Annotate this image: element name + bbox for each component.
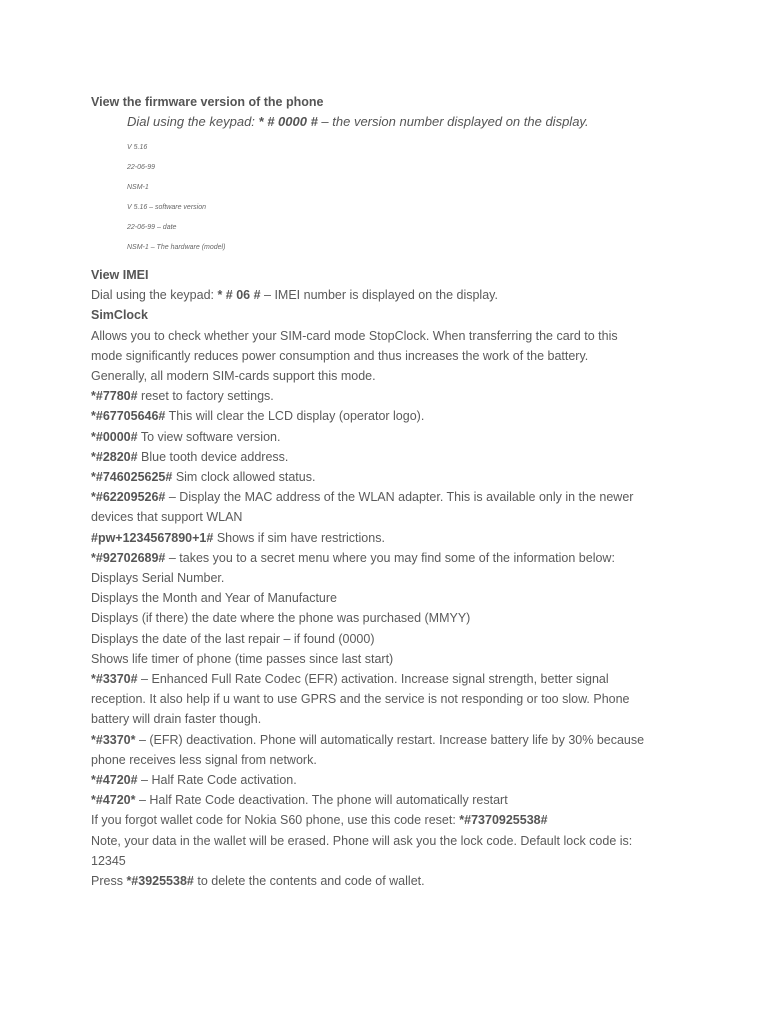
efr-deactivation-description: – (EFR) deactivation. Phone will automatically restart. Increase battery life by 30% because xyxy=(135,732,645,747)
main-body xyxy=(91,265,691,891)
half-rate-activation-description: – Half Rate Code activation. xyxy=(137,773,297,788)
code-entry xyxy=(91,447,691,467)
firmware-line: V 5.16 – software version xyxy=(127,204,206,211)
wallet-reset-prefix: If you forgot wallet code for Nokia S60 phone, use this code reset: xyxy=(91,813,460,828)
half-rate-deactivation-code: *#4720* xyxy=(91,793,136,808)
efr-activation-code: *#3370# xyxy=(91,672,138,687)
simclock-desc-line: Allows you to check whether your SIM-card mode StopClock. When transferring the card to this xyxy=(91,328,618,343)
firmware-block xyxy=(91,111,691,253)
secret-menu-entry xyxy=(91,548,691,568)
imei-heading: View IMEI xyxy=(91,268,149,282)
wlan-code: *#62209526# xyxy=(91,490,166,505)
half-rate-deactivation-description: – Half Rate Code deactivation. The phone will automatically restart xyxy=(135,793,508,808)
code-value: *#746025625# xyxy=(91,470,173,485)
wlan-description: – Display the MAC address of the WLAN adapter. This is available only in the newer xyxy=(165,490,634,505)
secret-menu-code: *#92702689# xyxy=(91,550,166,565)
efr-activation-description-cont: reception. It also help if u want to use GPRS and the service is not responding or too slow. Phone xyxy=(91,692,630,707)
code-description: Blue tooth device address. xyxy=(137,449,289,464)
efr-activation-description: – Enhanced Full Rate Codec (EFR) activation. Increase signal strength, better signal xyxy=(137,672,609,687)
imei-dial-prefix: Dial using the keypad: xyxy=(91,288,218,303)
secret-menu-item: Displays the date of the last repair – if found (0000) xyxy=(91,631,375,646)
firmware-line: 22-06-99 – date xyxy=(127,224,177,231)
pw-description: Shows if sim have restrictions. xyxy=(213,530,385,545)
firmware-dial-code: * # 0000 # xyxy=(258,114,318,129)
firmware-dial-instruction xyxy=(127,111,691,133)
wallet-delete-prefix: Press xyxy=(91,874,127,889)
code-description: This will clear the LCD display (operator logo). xyxy=(165,409,425,424)
code-entry xyxy=(91,406,691,426)
half-rate-activation-entry xyxy=(91,770,691,790)
efr-deactivation-description-cont: phone receives less signal from network. xyxy=(91,752,317,767)
simclock-desc-line: Generally, all modern SIM-cards support this mode. xyxy=(91,369,376,384)
pw-entry xyxy=(91,528,691,548)
firmware-line: 22-06-99 xyxy=(127,164,156,171)
wallet-reset-entry xyxy=(91,810,691,830)
firmware-line: NSM-1 – The hardware (model) xyxy=(127,244,226,251)
pw-code: #pw+1234567890+1# xyxy=(91,530,214,545)
secret-menu-item: Displays (if there) the date where the phone was purchased (MMYY) xyxy=(91,611,471,626)
firmware-dial-prefix: Dial using the keypad: xyxy=(127,114,259,129)
firmware-dial-suffix: – the version number displayed on the display. xyxy=(317,114,589,129)
efr-activation-entry xyxy=(91,669,691,689)
secret-menu-item: Displays Serial Number. xyxy=(91,571,225,586)
imei-dial-code: * # 06 # xyxy=(217,288,261,303)
code-value: *#2820# xyxy=(91,449,138,464)
efr-deactivation-entry xyxy=(91,730,691,750)
wallet-reset-code: *#7370925538# xyxy=(459,813,548,828)
code-entry xyxy=(91,467,691,487)
code-entry xyxy=(91,386,691,406)
code-value: *#7780# xyxy=(91,389,138,404)
wallet-delete-suffix: to delete the contents and code of wallet. xyxy=(193,874,425,889)
code-description: To view software version. xyxy=(137,429,281,444)
half-rate-deactivation-entry xyxy=(91,790,691,810)
code-description: Sim clock allowed status. xyxy=(172,470,316,485)
secret-menu-description: – takes you to a secret menu where you may find some of the information below: xyxy=(165,550,615,565)
code-value: *#0000# xyxy=(91,429,138,444)
code-description: reset to factory settings. xyxy=(137,389,274,404)
wallet-delete-entry xyxy=(91,871,691,891)
imei-dial-instruction xyxy=(91,285,691,305)
imei-dial-suffix: – IMEI number is displayed on the display. xyxy=(260,288,498,303)
section-gap xyxy=(91,253,691,265)
wallet-delete-code: *#3925538# xyxy=(126,874,194,889)
half-rate-activation-code: *#4720# xyxy=(91,773,138,788)
wallet-note: Note, your data in the wallet will be erased. Phone will ask you the lock code. Default lock code is: xyxy=(91,833,633,848)
firmware-line: V 5.16 xyxy=(127,144,148,151)
simclock-desc-line: mode significantly reduces power consumption and thus increases the work of the battery. xyxy=(91,348,589,363)
code-value: *#67705646# xyxy=(91,409,166,424)
wlan-entry xyxy=(91,487,691,507)
firmware-line: NSM-1 xyxy=(127,184,149,191)
efr-activation-description-cont: battery will drain faster though. xyxy=(91,712,262,727)
secret-menu-item: Shows life timer of phone (time passes since last start) xyxy=(91,651,394,666)
firmware-heading: View the firmware version of the phone xyxy=(91,95,324,109)
efr-deactivation-code: *#3370* xyxy=(91,732,136,747)
wallet-default-lock-code: 12345 xyxy=(91,853,126,868)
document-page xyxy=(91,93,691,891)
wlan-description-cont: devices that support WLAN xyxy=(91,510,243,525)
code-entry xyxy=(91,427,691,447)
simclock-heading: SimClock xyxy=(91,308,148,323)
secret-menu-item: Displays the Month and Year of Manufacture xyxy=(91,591,337,606)
